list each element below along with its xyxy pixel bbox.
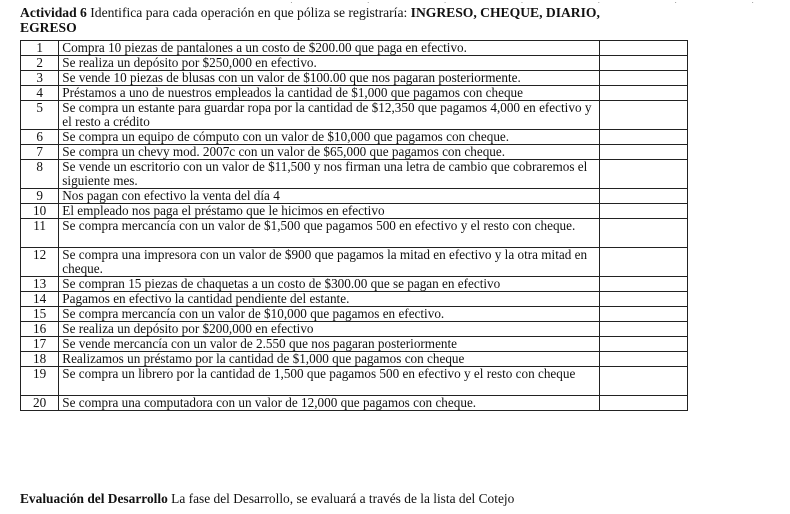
activity-options-line1: INGRESO, CHEQUE, DIARIO, (410, 5, 600, 20)
policy-answer-cell[interactable] (600, 204, 688, 219)
row-number: 6 (21, 130, 59, 145)
policy-answer-cell[interactable] (600, 145, 688, 160)
policy-answer-cell[interactable] (600, 130, 688, 145)
row-number: 17 (21, 337, 59, 352)
activity-instruction: Identifica para cada operación en que póliza se registraría: (86, 5, 411, 20)
table-row (21, 56, 688, 71)
table-row (21, 130, 688, 145)
row-number: 1 (21, 41, 59, 56)
table-row (21, 396, 688, 411)
operation-description: Realizamos un préstamo por la cantidad de $1,000 que pagamos con cheque (59, 352, 600, 367)
policy-answer-cell[interactable] (600, 86, 688, 101)
policy-answer-cell[interactable] (600, 219, 688, 248)
row-number: 19 (21, 367, 59, 396)
operation-description: Se realiza un depósito por $200,000 en efectivo (59, 322, 600, 337)
row-number: 20 (21, 396, 59, 411)
operation-description: Compra 10 piezas de pantalones a un costo de $200.00 que paga en efectivo. (59, 41, 600, 56)
operation-description: Pagamos en efectivo la cantidad pendiente del estante. (59, 292, 600, 307)
table-row (21, 204, 688, 219)
row-number: 2 (21, 56, 59, 71)
row-number: 14 (21, 292, 59, 307)
row-number: 3 (21, 71, 59, 86)
policy-answer-cell[interactable] (600, 396, 688, 411)
table-row (21, 189, 688, 204)
activity-options-line2: EGRESO (20, 20, 77, 35)
table-row (21, 292, 688, 307)
policy-answer-cell[interactable] (600, 352, 688, 367)
row-number: 9 (21, 189, 59, 204)
table-row (21, 367, 688, 396)
policy-answer-cell[interactable] (600, 56, 688, 71)
operation-description: Se compra una impresora con un valor de $900 que pagamos la mitad en efectivo y la otra mitad en cheque. (59, 248, 600, 277)
policy-answer-cell[interactable] (600, 307, 688, 322)
table-row (21, 219, 688, 248)
row-number: 13 (21, 277, 59, 292)
row-number: 7 (21, 145, 59, 160)
operation-description: Se vende un escritorio con un valor de $11,500 y nos firman una letra de cambio que cobraremos el siguiente mes. (59, 160, 600, 189)
operation-description: Se compra mercancía con un valor de $10,000 que pagamos en efectivo. (59, 307, 600, 322)
activity-heading (20, 5, 680, 35)
table-row (21, 71, 688, 86)
table-row (21, 248, 688, 277)
table-row (21, 86, 688, 101)
table-row (21, 352, 688, 367)
row-number: 18 (21, 352, 59, 367)
operation-description: Se compra un estante para guardar ropa por la cantidad de $12,350 que pagamos 4,000 en efectivo y el resto a crédito (59, 101, 600, 130)
decorative-dots: · · · · · · · (290, 0, 790, 7)
evaluation-text: La fase del Desarrollo, se evaluará a través de la lista del Cotejo (167, 491, 515, 506)
table-row (21, 337, 688, 352)
table-row (21, 145, 688, 160)
operation-description: Préstamos a uno de nuestros empleados la cantidad de $1,000 que pagamos con cheque (59, 86, 600, 101)
row-number: 11 (21, 219, 59, 248)
policy-answer-cell[interactable] (600, 337, 688, 352)
row-number: 4 (21, 86, 59, 101)
table-row (21, 41, 688, 56)
policy-answer-cell[interactable] (600, 71, 688, 86)
activity-label: Actividad 6 (20, 5, 87, 20)
policy-answer-cell[interactable] (600, 160, 688, 189)
policy-answer-cell[interactable] (600, 367, 688, 396)
operations-table (20, 40, 688, 411)
operation-description: El empleado nos paga el préstamo que le hicimos en efectivo (59, 204, 600, 219)
operation-description: Se compran 15 piezas de chaquetas a un costo de $300.00 que se pagan en efectivo (59, 277, 600, 292)
evaluation-label: Evaluación del Desarrollo (20, 491, 168, 506)
row-number: 8 (21, 160, 59, 189)
evaluation-footer (20, 491, 680, 506)
policy-answer-cell[interactable] (600, 322, 688, 337)
operation-description: Se vende 10 piezas de blusas con un valor de $100.00 que nos pagaran posteriormente. (59, 71, 600, 86)
row-number: 16 (21, 322, 59, 337)
table-row (21, 101, 688, 130)
operation-description: Nos pagan con efectivo la venta del día 4 (59, 189, 600, 204)
row-number: 15 (21, 307, 59, 322)
operation-description: Se compra mercancía con un valor de $1,500 que pagamos 500 en efectivo y el resto con cheque. (59, 219, 600, 248)
table-row (21, 277, 688, 292)
policy-answer-cell[interactable] (600, 189, 688, 204)
policy-answer-cell[interactable] (600, 248, 688, 277)
table-row (21, 322, 688, 337)
row-number: 12 (21, 248, 59, 277)
policy-answer-cell[interactable] (600, 292, 688, 307)
row-number: 5 (21, 101, 59, 130)
table-row (21, 307, 688, 322)
row-number: 10 (21, 204, 59, 219)
operation-description: Se vende mercancía con un valor de 2.550 que nos pagaran posteriormente (59, 337, 600, 352)
table-row (21, 160, 688, 189)
operation-description: Se compra un librero por la cantidad de 1,500 que pagamos 500 en efectivo y el resto con cheque (59, 367, 600, 396)
policy-answer-cell[interactable] (600, 41, 688, 56)
policy-answer-cell[interactable] (600, 277, 688, 292)
operation-description: Se realiza un depósito por $250,000 en efectivo. (59, 56, 600, 71)
operation-description: Se compra un chevy mod. 2007c con un valor de $65,000 que pagamos con cheque. (59, 145, 600, 160)
policy-answer-cell[interactable] (600, 101, 688, 130)
operation-description: Se compra un equipo de cómputo con un valor de $10,000 que pagamos con cheque. (59, 130, 600, 145)
operation-description: Se compra una computadora con un valor de 12,000 que pagamos con cheque. (59, 396, 600, 411)
